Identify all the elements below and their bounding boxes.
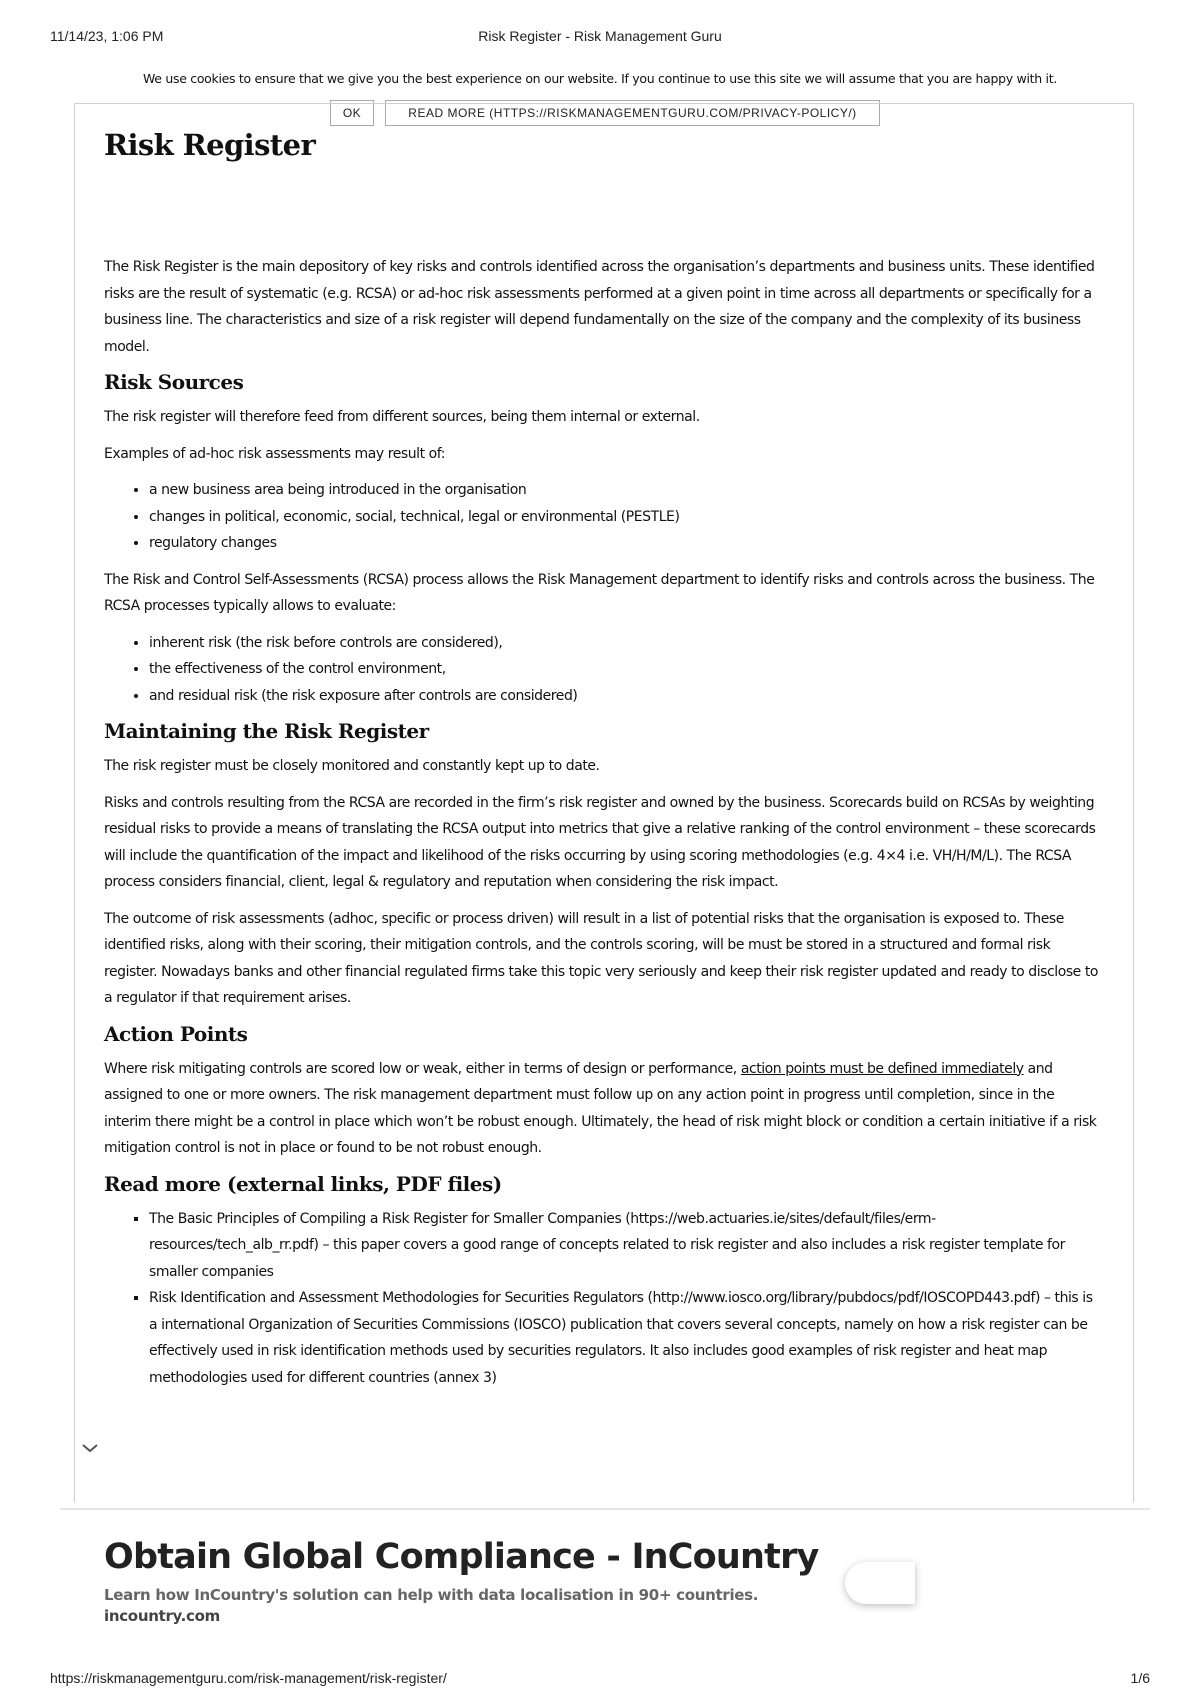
- ad-title[interactable]: Obtain Global Compliance - InCountry: [104, 1537, 819, 1577]
- ad-description: Learn how InCountry's solution can help with data localisation in 90+ countries.: [104, 1586, 759, 1604]
- section-heading-maintaining: Maintaining the Risk Register: [104, 719, 429, 743]
- list-item: • regulatory changes: [149, 530, 1104, 557]
- paragraph-text: Where risk mitigating controls are scored low or weak, either in terms of design or performance,: [104, 1060, 741, 1077]
- print-datetime: 11/14/23, 1:06 PM: [50, 28, 164, 44]
- list-item: • inherent risk (the risk before controls are considered),: [149, 630, 1104, 657]
- read-more-item[interactable]: ▪ The Basic Principles of Compiling a Risk Register for Smaller Companies (https://web.actuaries.ie/sites/default/files/erm-resources/tech_alb_rr.pdf) – this paper covers a good range of concepts related to risk register and also includes a risk register template for smaller companies: [149, 1206, 1104, 1286]
- paragraph: Risks and controls resulting from the RCSA are recorded in the firm’s risk register and owned by the business. Scorecards build on RCSAs by weighting residual risks to provide a means of translating the RCSA output into metrics that give a relative ranking of the control environment – these scorecards will include the quantification of the impact and likelihood of the risks occurring by using scoring methodologies (e.g. 4×4 i.e. VH/H/M/L). The RCSA process considers financial, client, legal & regulatory and reputation when considering the risk impact.: [104, 794, 1096, 890]
- page-number: 1/6: [1130, 1670, 1150, 1686]
- read-more-item[interactable]: ▪ Risk Identification and Assessment Methodologies for Securities Regulators (http://www.iosco.org/library/pubdocs/pdf/IOSCOPD443.pdf) – this is a international Organization of Securities Commissions (IOSCO) publication that covers several concepts, namely on how a risk register can be effectively used in risk identification methods used by securities regulators. It also includes good examples of risk register and heat map methodologies used for different countries (annex 3): [149, 1285, 1104, 1391]
- action-points-link[interactable]: action points must be defined immediately: [740, 1060, 1024, 1077]
- article-title: Risk Register: [104, 128, 316, 162]
- ad-open-button[interactable]: [845, 1562, 915, 1604]
- list-item: • the effectiveness of the control environment,: [149, 656, 1104, 683]
- section-heading-action-points: Action Points: [104, 1021, 248, 1046]
- paragraph-text: and assigned to one or more owners. The risk management department must follow up on any action point in progress until completion, since in the interim there might be a control in place which won’t be robust enough. Ultimately, the head of risk might block or condition a certain initiative if a risk mitigation control is not in place or found to be not robust enough.: [104, 1060, 1097, 1156]
- ad-url[interactable]: incountry.com: [104, 1607, 220, 1625]
- print-header: [50, 28, 1150, 48]
- cookie-read-more-button[interactable]: READ MORE (HTTPS://RISKMANAGEMENTGURU.COM/PRIVACY-POLICY/): [385, 100, 880, 126]
- section-heading-risk-sources: Risk Sources: [104, 370, 244, 394]
- paragraph: The risk register must be closely monitored and constantly kept up to date.: [104, 758, 600, 774]
- print-url: https://riskmanagementguru.com/risk-management/risk-register/: [50, 1670, 447, 1686]
- list-item: • a new business area being introduced in the organisation: [149, 477, 1104, 504]
- ad-divider: [60, 1508, 1150, 1510]
- chevron-down-icon[interactable]: [80, 1438, 100, 1458]
- print-page-title: Risk Register - Risk Management Guru: [478, 28, 722, 44]
- paragraph: The risk register will therefore feed from different sources, being them internal or external.: [104, 409, 700, 425]
- intro-paragraph: The Risk Register is the main depository of key risks and controls identified across the organisation’s departments and business units. These identified risks are the result of systematic (e.g. RCSA) or ad-hoc risk assessments performed at a given point in time across all departments or specifically for a business line. The characteristics and size of a risk register will depend fundamentally on the size of the company and the complexity of its business model.: [104, 259, 1095, 355]
- paragraph: [104, 1056, 1104, 1162]
- read-more-list: [104, 1206, 1104, 1392]
- paragraph: The Risk and Control Self-Assessments (RCSA) process allows the Risk Management department to identify risks and controls across the business. The RCSA processes typically allows to evaluate:: [104, 571, 1095, 614]
- cookie-ok-button[interactable]: OK: [330, 100, 374, 126]
- list-item: • changes in political, economic, social, technical, legal or environmental (PESTLE): [149, 504, 1104, 531]
- cookie-notice-text: We use cookies to ensure that we give you the best experience on our website. If you continue to use this site we will assume that you are happy with it.: [142, 71, 1058, 86]
- article-content: [104, 120, 1104, 1401]
- section-heading-read-more: Read more (external links, PDF files): [104, 1171, 502, 1196]
- list-item: • and residual risk (the risk exposure after controls are considered): [149, 683, 1104, 710]
- paragraph: Examples of ad-hoc risk assessments may result of:: [104, 445, 445, 462]
- paragraph: The outcome of risk assessments (adhoc, specific or process driven) will result in a list of potential risks that the organisation is exposed to. These identified risks, along with their scoring, their mitigation controls, and the controls scoring, will be must be stored in a structured and formal risk register. Nowadays banks and other financial regulated firms take this topic very seriously and keep their risk register updated and ready to disclose to a regulator if that requirement arises.: [104, 910, 1098, 1006]
- bullet-list: [104, 477, 1104, 557]
- bullet-list: [104, 630, 1104, 710]
